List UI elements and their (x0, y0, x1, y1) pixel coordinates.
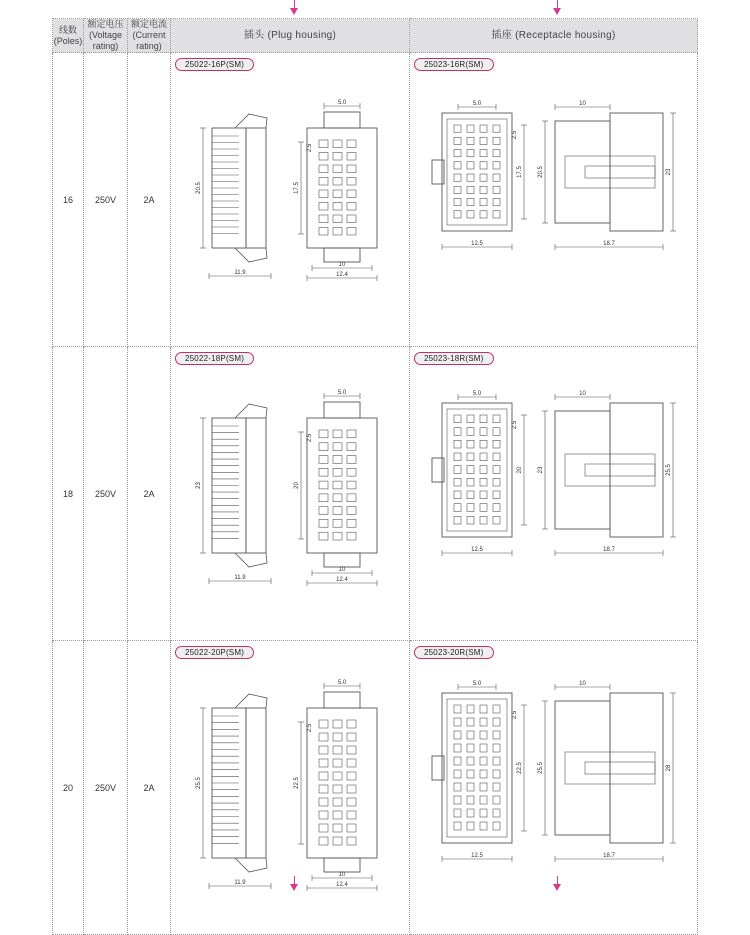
plug-pin-slot (347, 468, 356, 476)
rec-contact-slot (454, 199, 461, 206)
plug-pin-slot (333, 228, 342, 236)
rec-contact-slot (454, 705, 461, 713)
plug-pin-slot (319, 519, 328, 527)
rec-contact-slot (480, 211, 487, 218)
rec-contact-slot (454, 440, 461, 448)
plug-pin-slot (319, 759, 328, 767)
plug-front-top-key (324, 402, 360, 418)
rec-contact-slot (467, 809, 474, 817)
plug-pin-slot (347, 481, 356, 489)
plug-latch-bottom (235, 858, 267, 872)
plug-pin-slot (333, 746, 342, 754)
receptacle-drawing-cell (410, 347, 698, 641)
plug-drawing-cell (171, 53, 410, 347)
rec-side-lock-inner (585, 166, 655, 178)
rec-contact-slot (493, 150, 500, 157)
plug-front-bottom-key (324, 248, 360, 262)
plug-pin-slot (333, 772, 342, 780)
rec-contact-slot (467, 137, 474, 144)
plug-pin-slot (319, 430, 328, 438)
rec-side-left-label: 25.5 (538, 762, 544, 774)
plug-pin-slot (333, 153, 342, 161)
rec-contact-slot (467, 466, 474, 474)
plug-drawing-cell (171, 641, 410, 935)
rec-contact-slot (480, 150, 487, 157)
plug-row-pitch-label: 2.5 (307, 433, 313, 443)
rec-contact-slot (493, 705, 500, 713)
rec-side-top-label: 10 (579, 391, 586, 397)
header-current: 额定电流 (Current rating) (128, 19, 171, 53)
rec-contact-slot (480, 415, 487, 423)
rec-contact-slot (480, 174, 487, 181)
rec-contact-slot (454, 150, 461, 157)
rec-side-width-label: 18.7 (603, 241, 615, 247)
plug-pin-slot (347, 837, 356, 845)
rec-contact-slot (454, 757, 461, 765)
rec-pitch-label: 5.0 (472, 391, 482, 397)
rec-contact-slot (493, 809, 500, 817)
rec-contact-slot (480, 744, 487, 752)
plug-pin-slot (319, 178, 328, 186)
rec-contact-slot (454, 822, 461, 830)
rec-row-pitch-label: 2.5 (512, 420, 518, 430)
plug-pin-slot (333, 824, 342, 832)
rec-front-width-label: 12.5 (471, 853, 483, 859)
rec-contact-slot (467, 440, 474, 448)
rec-front-body (442, 693, 512, 843)
plug-pin-slot (333, 190, 342, 198)
plug-pin-slot (333, 798, 342, 806)
rec-contact-slot (467, 125, 474, 132)
receptacle-drawing-cell (410, 53, 698, 347)
rec-contact-slot (480, 809, 487, 817)
rec-contact-slot (467, 174, 474, 181)
rec-pitch-label: 5.0 (472, 101, 482, 107)
plug-pin-slot (347, 494, 356, 502)
rec-contact-slot (493, 744, 500, 752)
plug-front-height-label: 20 (294, 482, 300, 489)
rec-side-body (555, 121, 610, 223)
rec-contact-slot (467, 705, 474, 713)
rec-contact-slot (467, 796, 474, 804)
plug-pin-slot (333, 203, 342, 211)
plug-model-badge: 25022-16P(SM) (175, 58, 254, 71)
rec-side-right-label: 23 (666, 168, 672, 176)
receptacle-model-badge: 25023-20R(SM) (414, 646, 494, 659)
plug-drawing (171, 641, 410, 934)
plug-drawing (171, 53, 410, 346)
plug-pin-slot (347, 456, 356, 464)
rec-contact-slot (454, 504, 461, 512)
rec-contact-slot (493, 491, 500, 499)
rec-contact-slot (467, 822, 474, 830)
plug-pin-slot (333, 443, 342, 451)
rec-contact-slot (480, 125, 487, 132)
plug-pin-slot (347, 532, 356, 540)
plug-pin-slot (347, 178, 356, 186)
plug-pin-slot (319, 733, 328, 741)
spec-row (53, 641, 698, 935)
rec-contact-slot (480, 822, 487, 830)
plug-pin-slot (333, 532, 342, 540)
rec-contact-slot (467, 199, 474, 206)
rec-contact-slot (493, 822, 500, 830)
plug-pin-slot (333, 430, 342, 438)
plug-pin-slot (319, 468, 328, 476)
plug-pin-slot (333, 519, 342, 527)
rec-contact-slot (493, 415, 500, 423)
plug-side-flange (246, 128, 266, 248)
plug-pin-slot (333, 215, 342, 223)
rec-side-left-label: 23 (538, 466, 544, 474)
plug-pin-slot (333, 733, 342, 741)
plug-front-top-key (324, 112, 360, 128)
rec-contact-slot (480, 796, 487, 804)
plug-front-bottom-key (324, 553, 360, 567)
rec-front-width-label: 12.5 (471, 241, 483, 247)
plug-front-width-label: 12.4 (336, 577, 348, 583)
poles-cell: 20 (53, 641, 84, 935)
header-row (53, 19, 698, 53)
plug-pin-slot (333, 837, 342, 845)
plug-pin-slot (333, 481, 342, 489)
rec-contact-slot (480, 757, 487, 765)
rec-contact-slot (480, 453, 487, 461)
plug-pin-slot (333, 178, 342, 186)
rec-contact-slot (480, 440, 487, 448)
rec-contact-slot (480, 516, 487, 524)
plug-row-pitch-label: 2.5 (307, 723, 313, 733)
plug-latch-top (235, 114, 267, 128)
rec-contact-slot (467, 757, 474, 765)
rec-contact-slot (493, 199, 500, 206)
current-cell: 2A (128, 53, 171, 347)
plug-latch-top (235, 404, 267, 418)
spec-row (53, 53, 698, 347)
rec-side-right-label: 28 (666, 764, 672, 772)
rec-front-height-label: 20 (517, 466, 523, 474)
rec-side-lock-inner (585, 762, 655, 774)
plug-pin-slot (319, 798, 328, 806)
rec-contact-slot (467, 491, 474, 499)
plug-pin-slot (333, 759, 342, 767)
receptacle-drawing (410, 641, 698, 934)
rec-contact-slot (493, 718, 500, 726)
rec-contact-slot (467, 744, 474, 752)
plug-side-height-label: 25.5 (196, 777, 202, 789)
plug-pin-slot (333, 720, 342, 728)
rec-contact-slot (467, 428, 474, 436)
plug-inner-width-label: 10 (338, 262, 346, 268)
rec-contact-slot (493, 186, 500, 193)
plug-pin-slot (347, 772, 356, 780)
current-cell: 2A (128, 641, 171, 935)
plug-front-width-label: 12.4 (336, 882, 348, 888)
rec-contact-slot (493, 796, 500, 804)
plug-side-width-label: 11.9 (234, 575, 246, 581)
rec-contact-slot (480, 718, 487, 726)
spec-row (53, 347, 698, 641)
rec-contact-slot (467, 718, 474, 726)
receptacle-drawing (410, 347, 698, 640)
rec-contact-slot (493, 162, 500, 169)
rec-contact-slot (493, 453, 500, 461)
plug-front-body (307, 708, 377, 858)
plug-pin-slot (347, 430, 356, 438)
rec-contact-slot (493, 174, 500, 181)
rec-contact-slot (480, 186, 487, 193)
rec-front-height-label: 17.5 (517, 166, 523, 178)
rec-contact-slot (493, 731, 500, 739)
plug-front-bottom-key (324, 858, 360, 872)
rec-contact-slot (480, 705, 487, 713)
rec-contact-slot (454, 731, 461, 739)
plug-pin-slot (319, 811, 328, 819)
plug-drawing-cell (171, 347, 410, 641)
plug-pin-slot (347, 228, 356, 236)
receptacle-drawing-cell (410, 641, 698, 935)
rec-row-pitch-label: 2.5 (512, 710, 518, 720)
receptacle-model-badge: 25023-16R(SM) (414, 58, 494, 71)
plug-front-height-label: 22.5 (294, 777, 300, 789)
plug-pitch-label: 5.0 (337, 390, 347, 396)
rec-contact-slot (467, 731, 474, 739)
rec-contact-slot (480, 199, 487, 206)
plug-pin-slot (347, 785, 356, 793)
rec-contact-slot (493, 478, 500, 486)
plug-pin-slot (333, 494, 342, 502)
poles-cell: 16 (53, 53, 84, 347)
voltage-cell: 250V (84, 641, 128, 935)
rec-front-inner (447, 699, 507, 837)
rec-front-width-label: 12.5 (471, 547, 483, 553)
plug-pin-slot (319, 837, 328, 845)
header-voltage: 额定电压 (Voltage rating) (84, 19, 128, 53)
rec-contact-slot (454, 186, 461, 193)
rec-contact-slot (467, 453, 474, 461)
plug-pin-slot (347, 759, 356, 767)
rec-front-inner (447, 409, 507, 531)
plug-pin-slot (347, 798, 356, 806)
plug-side-flange (246, 418, 266, 553)
rec-contact-slot (454, 809, 461, 817)
plug-inner-width-label: 10 (338, 567, 346, 573)
plug-pin-slot (333, 468, 342, 476)
rec-front-height-label: 22.5 (517, 762, 523, 774)
plug-pin-slot (319, 190, 328, 198)
plug-pitch-label: 5.0 (337, 680, 347, 686)
rec-side-body (555, 411, 610, 529)
receptacle-drawing (410, 53, 698, 346)
rec-contact-slot (454, 770, 461, 778)
plug-pin-slot (347, 507, 356, 515)
rec-contact-slot (454, 516, 461, 524)
plug-pin-slot (333, 785, 342, 793)
plug-pin-slot (333, 811, 342, 819)
plug-pin-slot (319, 824, 328, 832)
rec-side-top-label: 10 (579, 101, 586, 107)
rec-contact-slot (454, 491, 461, 499)
rec-contact-slot (480, 478, 487, 486)
plug-pin-slot (319, 785, 328, 793)
rec-front-body (442, 403, 512, 537)
rec-contact-slot (454, 428, 461, 436)
rec-contact-slot (454, 744, 461, 752)
rec-contact-slot (493, 770, 500, 778)
rec-contact-slot (454, 125, 461, 132)
plug-pin-slot (319, 153, 328, 161)
rec-contact-slot (493, 211, 500, 218)
plug-pin-slot (347, 190, 356, 198)
voltage-cell: 250V (84, 347, 128, 641)
rec-contact-slot (454, 137, 461, 144)
rec-contact-slot (454, 174, 461, 181)
rec-contact-slot (454, 162, 461, 169)
plug-pin-slot (347, 153, 356, 161)
plug-side-height-label: 23 (196, 482, 202, 489)
plug-pin-slot (319, 494, 328, 502)
rec-contact-slot (493, 125, 500, 132)
plug-pin-slot (319, 165, 328, 173)
plug-pin-slot (347, 824, 356, 832)
plug-side-width-label: 11.9 (234, 270, 246, 276)
rec-contact-slot (454, 453, 461, 461)
rec-contact-slot (467, 415, 474, 423)
rec-contact-slot (480, 783, 487, 791)
header-receptacle: 插座 (Receptacle housing) (410, 19, 698, 53)
plug-row-pitch-label: 2.5 (307, 143, 313, 153)
plug-pin-slot (347, 215, 356, 223)
plug-latch-bottom (235, 553, 267, 567)
rec-contact-slot (480, 491, 487, 499)
rec-side-lock-inner (585, 464, 655, 476)
plug-pitch-label: 5.0 (337, 100, 347, 106)
plug-pin-slot (347, 203, 356, 211)
plug-pin-slot (319, 443, 328, 451)
rec-side-top-label: 10 (579, 681, 586, 687)
plug-latch-bottom (235, 248, 267, 262)
current-cell: 2A (128, 347, 171, 641)
poles-cell: 18 (53, 347, 84, 641)
rec-contact-slot (467, 162, 474, 169)
rec-contact-slot (454, 783, 461, 791)
plug-side-height-label: 20.5 (196, 182, 202, 194)
rec-front-body (442, 113, 512, 231)
plug-pin-slot (333, 507, 342, 515)
plug-pin-slot (347, 443, 356, 451)
rec-contact-slot (454, 478, 461, 486)
plug-front-height-label: 17.5 (294, 182, 300, 194)
rec-contact-slot (467, 186, 474, 193)
plug-pin-slot (347, 165, 356, 173)
rec-contact-slot (493, 137, 500, 144)
rec-contact-slot (493, 440, 500, 448)
plug-pin-slot (319, 215, 328, 223)
rec-contact-slot (493, 466, 500, 474)
rec-contact-slot (493, 516, 500, 524)
rec-contact-slot (480, 137, 487, 144)
rec-side-left-label: 20.5 (538, 166, 544, 178)
rec-contact-slot (467, 516, 474, 524)
rec-contact-slot (467, 783, 474, 791)
rec-front-inner (447, 119, 507, 225)
rec-contact-slot (454, 211, 461, 218)
plug-pin-slot (347, 720, 356, 728)
plug-pin-slot (319, 507, 328, 515)
plug-drawing (171, 347, 410, 640)
plug-pin-slot (333, 456, 342, 464)
plug-model-badge: 25022-18P(SM) (175, 352, 254, 365)
plug-pin-slot (319, 203, 328, 211)
plug-inner-width-label: 10 (338, 872, 346, 878)
plug-pin-slot (319, 140, 328, 148)
plug-latch-top (235, 694, 267, 708)
plug-pin-slot (333, 165, 342, 173)
rec-pitch-label: 5.0 (472, 681, 482, 687)
rec-contact-slot (467, 150, 474, 157)
rec-contact-slot (480, 428, 487, 436)
plug-pin-slot (319, 720, 328, 728)
rec-side-right-label: 25.5 (666, 464, 672, 476)
rec-contact-slot (493, 504, 500, 512)
plug-pin-slot (347, 811, 356, 819)
plug-pin-slot (347, 733, 356, 741)
plug-pin-slot (319, 772, 328, 780)
plug-pin-slot (319, 532, 328, 540)
plug-front-top-key (324, 692, 360, 708)
plug-pin-slot (319, 481, 328, 489)
rec-contact-slot (480, 770, 487, 778)
rec-contact-slot (467, 478, 474, 486)
receptacle-model-badge: 25023-18R(SM) (414, 352, 494, 365)
header-plug: 插头 (Plug housing) (171, 19, 410, 53)
plug-pin-slot (347, 519, 356, 527)
plug-pin-slot (347, 746, 356, 754)
rec-contact-slot (454, 415, 461, 423)
rec-side-width-label: 18.7 (603, 547, 615, 553)
rec-contact-slot (467, 770, 474, 778)
plug-pin-slot (333, 140, 342, 148)
plug-model-badge: 25022-20P(SM) (175, 646, 254, 659)
header-poles: 线数 (Poles) (53, 19, 84, 53)
rec-contact-slot (480, 162, 487, 169)
rec-contact-slot (454, 718, 461, 726)
rec-contact-slot (480, 466, 487, 474)
rec-contact-slot (467, 504, 474, 512)
rec-contact-slot (467, 211, 474, 218)
rec-side-body (555, 701, 610, 835)
plug-side-flange (246, 708, 266, 858)
plug-front-width-label: 12.4 (336, 272, 348, 278)
rec-contact-slot (493, 428, 500, 436)
rec-contact-slot (454, 466, 461, 474)
plug-pin-slot (319, 456, 328, 464)
rec-contact-slot (480, 731, 487, 739)
rec-contact-slot (493, 783, 500, 791)
rec-contact-slot (493, 757, 500, 765)
rec-side-width-label: 18.7 (603, 853, 615, 859)
spec-table (52, 18, 698, 935)
voltage-cell: 250V (84, 53, 128, 347)
plug-pin-slot (347, 140, 356, 148)
plug-pin-slot (319, 746, 328, 754)
plug-side-width-label: 11.9 (234, 880, 246, 886)
rec-row-pitch-label: 2.5 (512, 130, 518, 140)
plug-pin-slot (319, 228, 328, 236)
rec-contact-slot (454, 796, 461, 804)
rec-contact-slot (480, 504, 487, 512)
